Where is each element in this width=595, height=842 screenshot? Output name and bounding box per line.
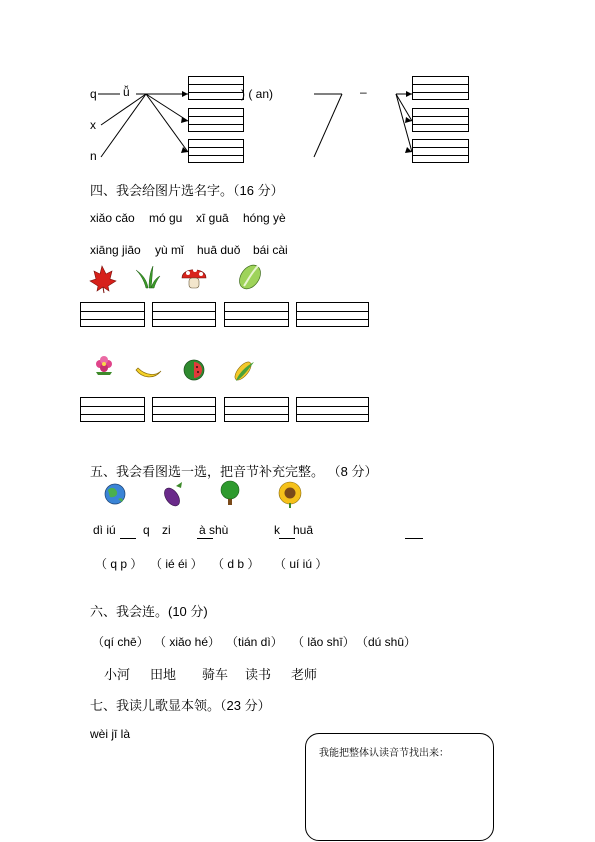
writing-grid[interactable]: [80, 397, 145, 422]
writing-grid[interactable]: [152, 302, 216, 327]
pinyin-word: （ xiǎo hé）: [154, 635, 221, 649]
pinyin-word: （dú shū）: [356, 635, 417, 649]
writing-grid[interactable]: [296, 397, 369, 422]
pinyin-word: huā duǒ: [197, 243, 241, 257]
choice: （ q p ）: [95, 557, 143, 571]
pinyin-word: xiāng jiāo: [90, 243, 141, 257]
writing-grid[interactable]: [224, 302, 289, 327]
tree-icon: [221, 481, 239, 505]
answer-blank[interactable]: [197, 538, 213, 539]
letter-n: n: [90, 149, 97, 163]
poem-start: wèi jī là: [90, 727, 131, 741]
pinyin-word: xī guā: [196, 211, 229, 225]
answer-blank[interactable]: [120, 538, 136, 539]
pinyin-word: mó gu: [149, 211, 183, 225]
dash: –: [360, 85, 367, 99]
answer-box[interactable]: [305, 733, 494, 841]
writing-grid[interactable]: [224, 397, 289, 422]
cabbage-icon: [235, 261, 265, 293]
mushroom-icon: [182, 268, 206, 288]
choice: （ ié éi ）: [150, 557, 203, 571]
watermelon-icon: [184, 360, 204, 380]
pinyin-word: yù mǐ: [155, 243, 184, 257]
chinese-word: 田地: [150, 667, 177, 682]
pinyin-word: xiǎo cǎo: [90, 211, 135, 225]
chinese-word: 读书: [245, 667, 272, 682]
choice: （ d b ）: [212, 557, 260, 571]
corn-icon: [232, 359, 254, 382]
grass-icon: [136, 266, 160, 288]
chinese-word: 小河: [104, 667, 131, 682]
letter-q: q: [90, 87, 97, 101]
letter-x: x: [90, 118, 96, 132]
pinyin-word: （tián dì）: [226, 635, 283, 649]
writing-grid[interactable]: [296, 302, 369, 327]
section4-heading: 四、我会给图片选名字。（16 分）: [90, 183, 284, 198]
pinyin-word: （qí chē）: [92, 635, 149, 649]
section7-heading: 七、我读儿歌显本领。（23 分）: [90, 698, 271, 713]
syllable: huā: [293, 523, 314, 537]
paren-an: ) ( an): [241, 87, 274, 101]
pinyin-word: （ lǎo shī）: [292, 635, 355, 649]
pinyin-word: bái cài: [253, 243, 288, 257]
section6-heading: 六、我会连。(10 分): [90, 604, 208, 619]
answer-blank[interactable]: [279, 538, 295, 539]
eggplant-icon: [161, 482, 182, 509]
letter-u-umlaut: ǚ: [123, 85, 130, 99]
answer-box-label: 我能把整体认读音节找出来：: [319, 748, 449, 759]
banana-icon: [136, 368, 161, 377]
chinese-word: 骑车: [202, 667, 229, 682]
section5-heading: 五、我会看图选一选，把音节补充完整。 （8 分）: [90, 464, 378, 479]
writing-grid[interactable]: [80, 302, 145, 327]
answer-blank[interactable]: [405, 538, 423, 539]
maple-leaf-icon: [90, 266, 116, 293]
sunflower-icon: [279, 482, 301, 508]
syllable: zi: [162, 523, 171, 537]
syllable: dì iú: [93, 523, 116, 537]
pinyin-word: hóng yè: [243, 211, 286, 225]
writing-grid[interactable]: [152, 397, 216, 422]
choice: （ uí iú ）: [274, 557, 328, 571]
flower-icon: [96, 356, 112, 375]
syllable: k: [274, 523, 280, 537]
globe-icon: [105, 484, 125, 504]
syllable: à shù: [199, 523, 229, 537]
chinese-word: 老师: [291, 667, 318, 682]
syllable: q: [143, 523, 150, 537]
